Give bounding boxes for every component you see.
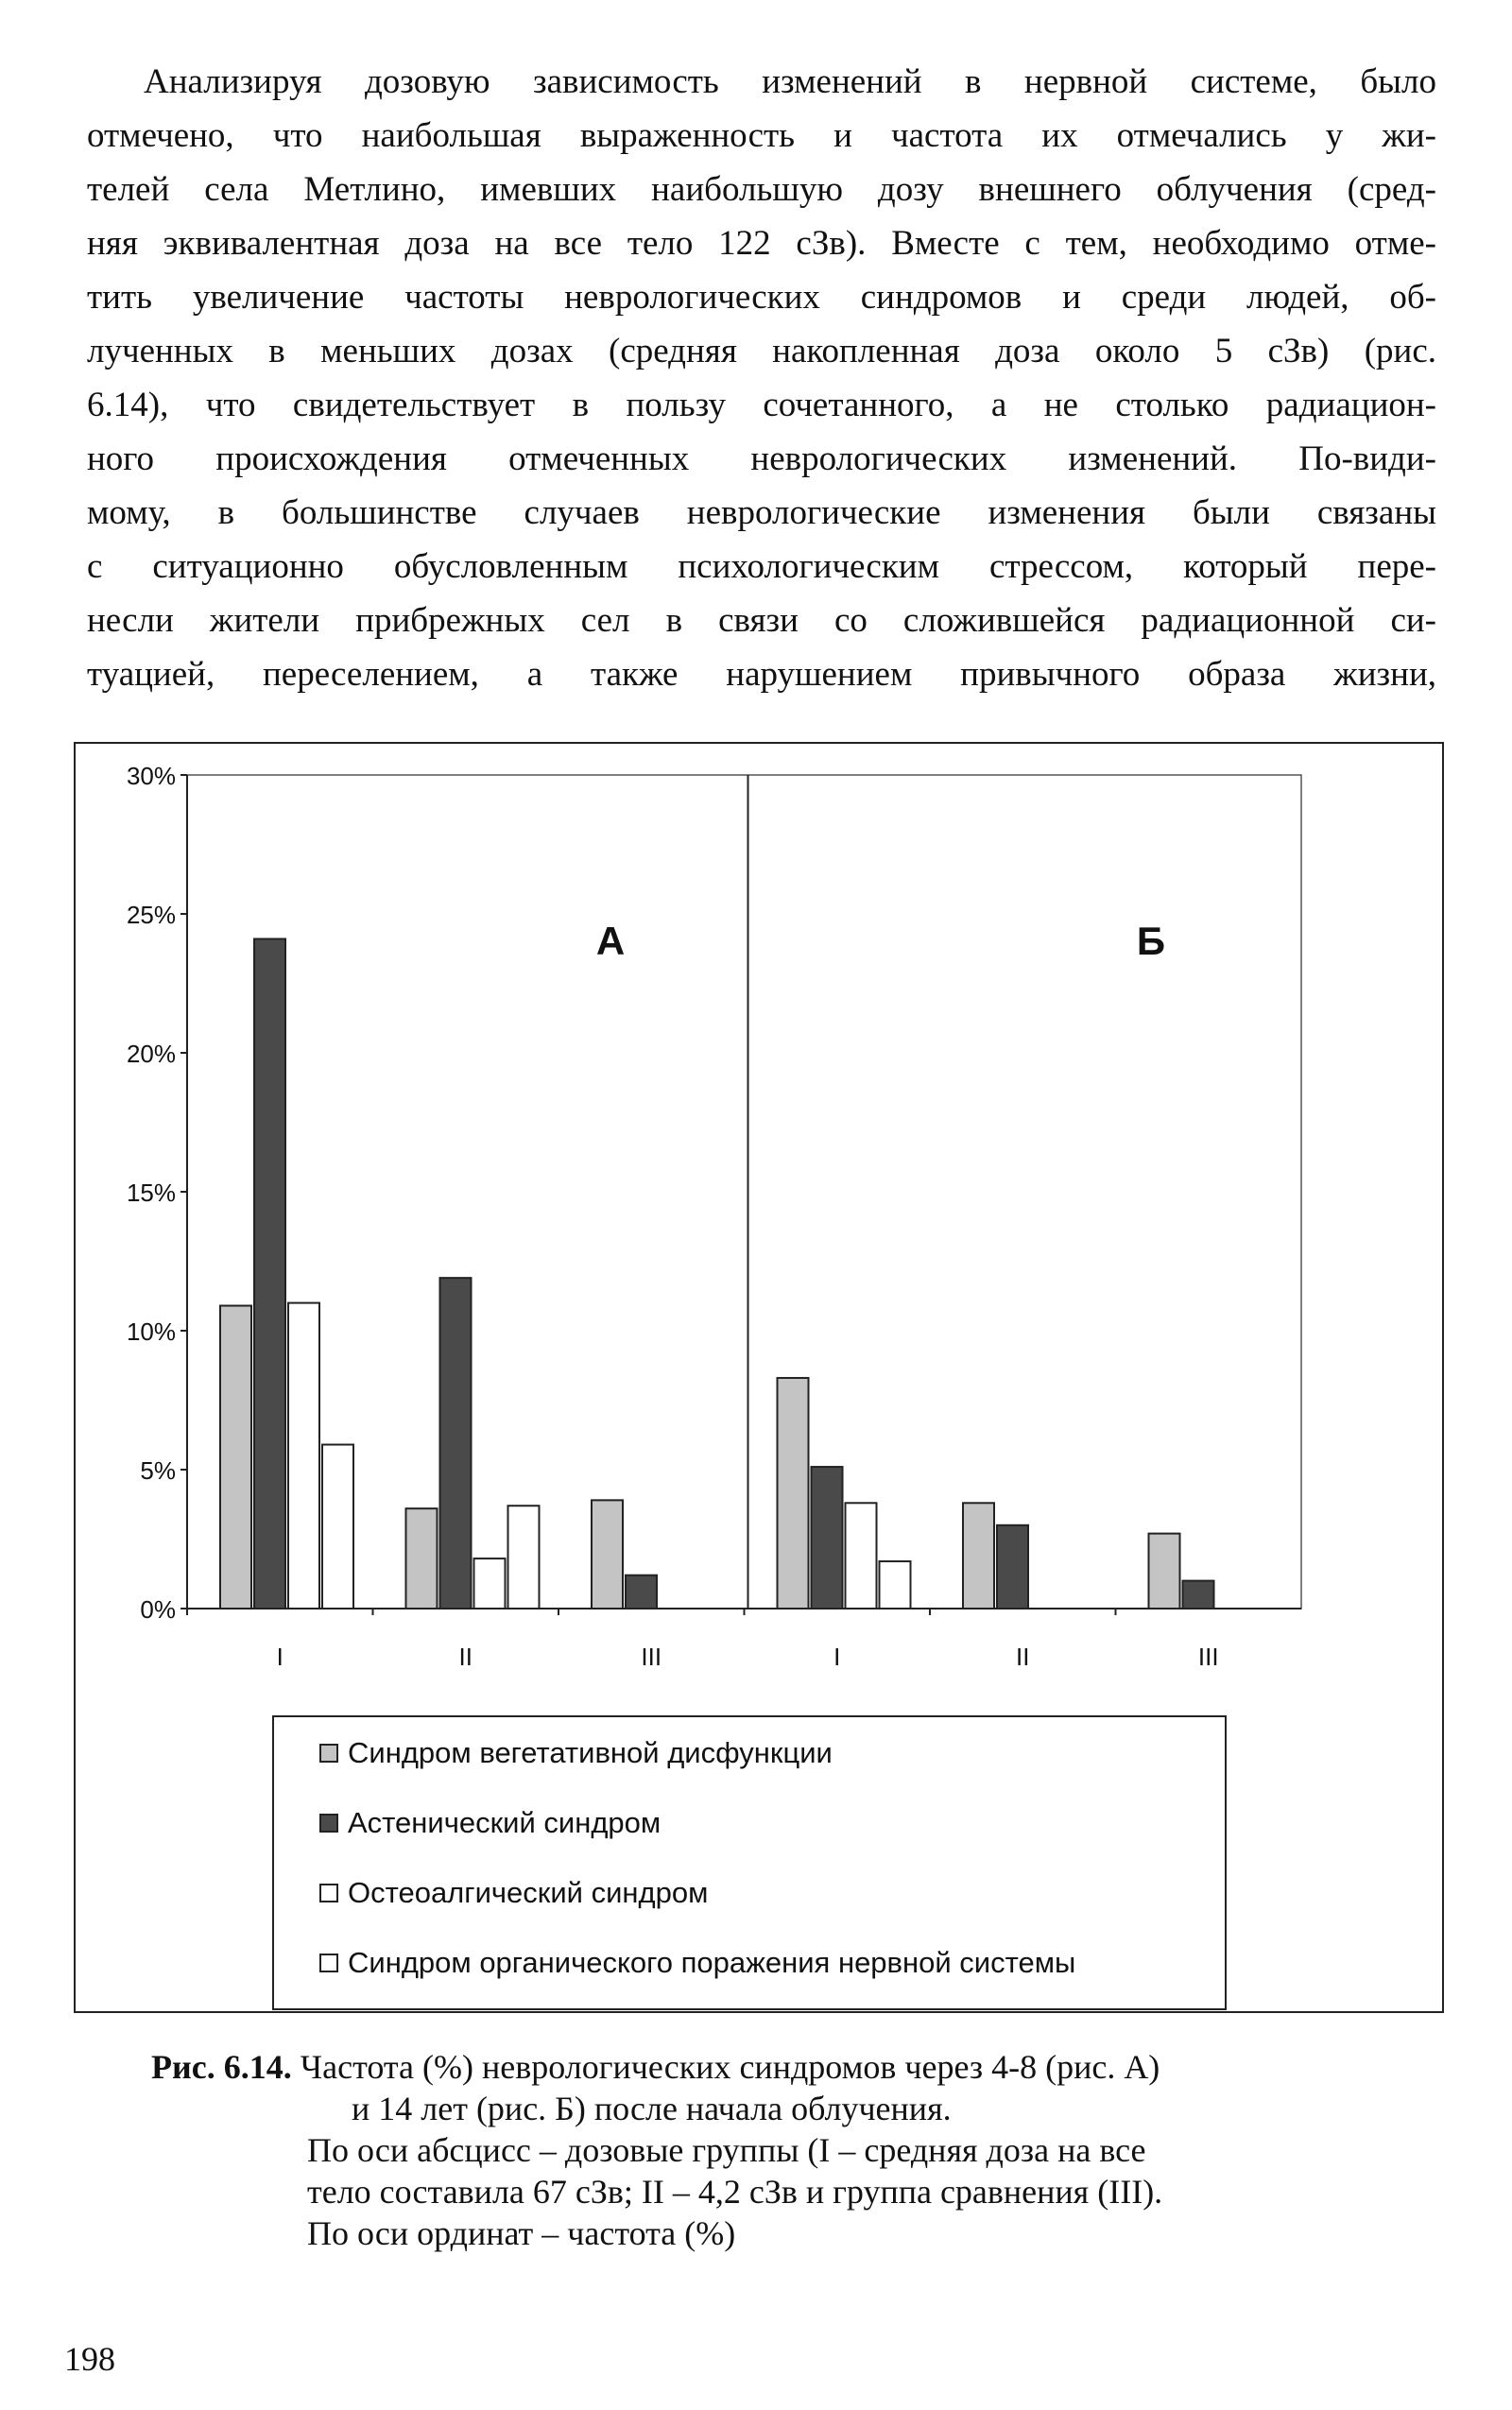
- legend-swatch-osteoalgic: [319, 1884, 338, 1902]
- y-tick-label: 30%: [126, 762, 176, 790]
- paragraph-line: 6.14), что свидетельствует в пользу сочетанного, а не столько радиацион-: [87, 386, 1436, 424]
- paragraph-line: тить увеличение частоты неврологических синдромов и среди людей, об-: [87, 278, 1436, 317]
- caption-line: и 14 лет (рис. Б) после начала облучения.: [352, 2090, 952, 2127]
- legend-item: [319, 1876, 708, 1910]
- bar: [778, 1378, 809, 1609]
- bar: [846, 1503, 877, 1609]
- legend-swatch-asthenic: [319, 1814, 338, 1833]
- paragraph-line: телей села Метлино, имевших наибольшую дозу внешнего облучения (сред-: [87, 170, 1436, 209]
- bar: [474, 1558, 506, 1609]
- caption-line: По оси абсцисс – дозовые группы (I – средняя доза на все: [307, 2131, 1146, 2169]
- paragraph-line: няя эквивалентная доза на все тело 122 сЗв). Вместе с тем, необходимо отме-: [87, 224, 1436, 263]
- paragraph-line: лученных в меньших дозах (средняя накопленная доза около 5 сЗв) (рис.: [87, 332, 1436, 370]
- legend-label: Астенический синдром: [348, 1806, 662, 1839]
- bar: [1149, 1534, 1180, 1609]
- legend-item: [319, 1946, 1075, 1980]
- panel-label: А: [595, 919, 626, 963]
- bar: [1183, 1581, 1214, 1609]
- x-tick-label: II: [458, 1643, 472, 1671]
- legend-item: [319, 1806, 661, 1840]
- bar: [812, 1467, 843, 1609]
- caption-label: Рис. 6.14.: [151, 2048, 292, 2086]
- legend-label: Остеоалгический синдром: [348, 1876, 709, 1909]
- legend-swatch-organic: [319, 1954, 338, 1972]
- x-tick-label: III: [641, 1643, 662, 1671]
- caption-text: Частота (%) неврологических синдромов через 4-8 (рис. А): [300, 2048, 1160, 2086]
- paragraph-line: несли жители прибрежных сел в связи со сложившейся радиационной си-: [87, 601, 1436, 640]
- bar: [997, 1525, 1028, 1609]
- page-number: 198: [64, 2340, 115, 2378]
- paragraph-line: отмечено, что наибольшая выраженность и частота их отмечались у жи-: [87, 116, 1436, 155]
- legend-label: Синдром органического поражения нервной системы: [348, 1946, 1076, 1979]
- x-tick-label: I: [833, 1643, 841, 1671]
- paragraph-line: с ситуационно обусловленным психологическим стрессом, который пере-: [87, 547, 1436, 586]
- y-tick-label: 20%: [126, 1040, 176, 1068]
- bar: [880, 1561, 911, 1609]
- y-tick-label: 10%: [126, 1317, 176, 1346]
- legend-swatch-vegetative: [319, 1744, 338, 1763]
- bar: [254, 938, 285, 1609]
- chart-legend: [272, 1715, 1227, 2010]
- paragraph-line: мому, в большинстве случаев неврологические изменения были связаны: [87, 493, 1436, 532]
- legend-label: Синдром вегетативной дисфункции: [348, 1736, 833, 1769]
- bar: [322, 1445, 353, 1609]
- y-tick-label: 25%: [126, 901, 176, 929]
- y-tick-label: 15%: [126, 1179, 176, 1207]
- bar: [406, 1508, 438, 1609]
- caption-line: По оси ординат – частота (%): [307, 2214, 736, 2252]
- x-tick-label: I: [276, 1643, 284, 1671]
- caption-line: [151, 2046, 1418, 2088]
- paragraph-line: туацией, переселением, а также нарушением привычного образа жизни,: [87, 655, 1436, 694]
- bar: [508, 1506, 540, 1609]
- y-tick-label: 0%: [140, 1595, 176, 1624]
- paragraph-line: Анализируя дозовую зависимость изменений в нервной системе, было: [144, 62, 1436, 101]
- bar: [963, 1503, 994, 1609]
- panel-label: Б: [1136, 919, 1166, 963]
- bar: [592, 1500, 623, 1609]
- legend-item: [319, 1736, 833, 1770]
- figure-caption: [151, 2046, 1418, 2254]
- x-tick-label: II: [1016, 1643, 1030, 1671]
- bar: [440, 1278, 472, 1609]
- bar: [626, 1575, 657, 1609]
- caption-line: тело составила 67 сЗв; II – 4,2 сЗв и группа сравнения (III).: [307, 2173, 1163, 2211]
- paragraph-line: ного происхождения отмеченных неврологических изменений. По-види-: [87, 439, 1436, 478]
- bar: [288, 1303, 319, 1609]
- y-tick-label: 5%: [140, 1456, 176, 1485]
- x-tick-label: III: [1197, 1643, 1219, 1671]
- bar: [220, 1306, 251, 1609]
